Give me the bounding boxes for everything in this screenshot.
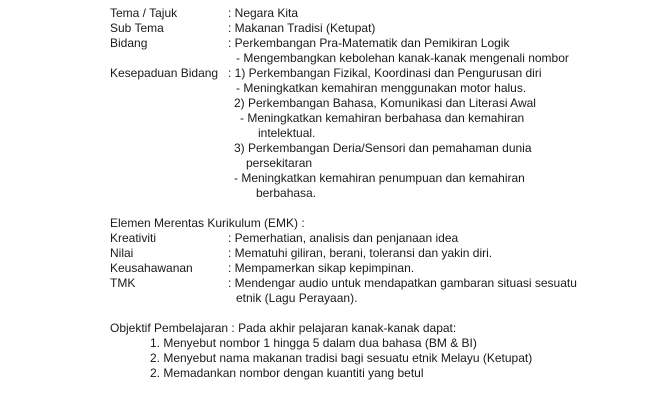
kesepaduan-item: intelektual.	[258, 126, 316, 140]
kesepaduan-item: : 1) Perkembangan Fizikal, Koordinasi dan Pengurusan diri	[228, 66, 542, 80]
emk-label: Keusahawanan	[110, 261, 193, 275]
kesepaduan-item: - Meningkatkan kemahiran menggunakan motor halus.	[236, 81, 527, 95]
tema-label: Tema / Tajuk	[110, 6, 178, 20]
emk-value: : Mendengar audio untuk mendapatkan gambaran situasi sesuatu	[228, 276, 577, 290]
emk-label: Nilai	[110, 246, 134, 260]
kesepaduan-item: - Meningkatkan kemahiran penumpuan dan kemahiran	[234, 171, 525, 185]
kesepaduan-item: persekitaran	[246, 156, 313, 170]
kesepaduan-item: 2) Perkembangan Bahasa, Komunikasi dan Literasi Awal	[234, 96, 536, 110]
emk-label: TMK	[110, 276, 136, 290]
emk-heading: Elemen Merentas Kurikulum (EMK) :	[110, 216, 305, 230]
emk-value: : Mempamerkan sikap kepimpinan.	[228, 261, 415, 275]
kesepaduan-label: Kesepaduan Bidang	[110, 66, 219, 80]
subtema-label: Sub Tema	[110, 21, 164, 35]
objektif-heading: Objektif Pembelajaran : Pada akhir pelajaran kanak-kanak dapat:	[110, 321, 457, 335]
emk-label: Kreativiti	[110, 231, 157, 245]
emk-value: : Pemerhatian, analisis dan penjanaan idea	[228, 231, 459, 245]
bidang-sub: - Mengembangkan kebolehan kanak-kanak mengenali nombor	[236, 51, 569, 65]
objektif-item: 2. Menyebut nama makanan tradisi bagi sesuatu etnik Melayu (Ketupat)	[150, 351, 533, 365]
emk-value: : Mematuhi giliran, berani, toleransi dan yakin diri.	[228, 246, 493, 260]
tema-value: : Negara Kita	[228, 6, 299, 20]
kesepaduan-item: berbahasa.	[256, 186, 317, 200]
subtema-value: : Makanan Tradisi (Ketupat)	[228, 21, 376, 35]
bidang-value: : Perkembangan Pra-Matematik dan Pemikiran Logik	[228, 36, 510, 50]
kesepaduan-item: - Meningkatkan kemahiran berbahasa dan kemahiran	[240, 111, 525, 125]
objektif-item: 2. Memadankan nombor dengan kuantiti yang betul	[150, 366, 424, 380]
objektif-item: 1. Menyebut nombor 1 hingga 5 dalam dua bahasa (BM & BI)	[150, 336, 477, 350]
kesepaduan-item: 3) Perkembangan Deria/Sensori dan pemahaman dunia	[234, 141, 532, 155]
bidang-label: Bidang	[110, 36, 148, 50]
emk-value-continued: etnik (Lagu Perayaan).	[236, 291, 358, 305]
